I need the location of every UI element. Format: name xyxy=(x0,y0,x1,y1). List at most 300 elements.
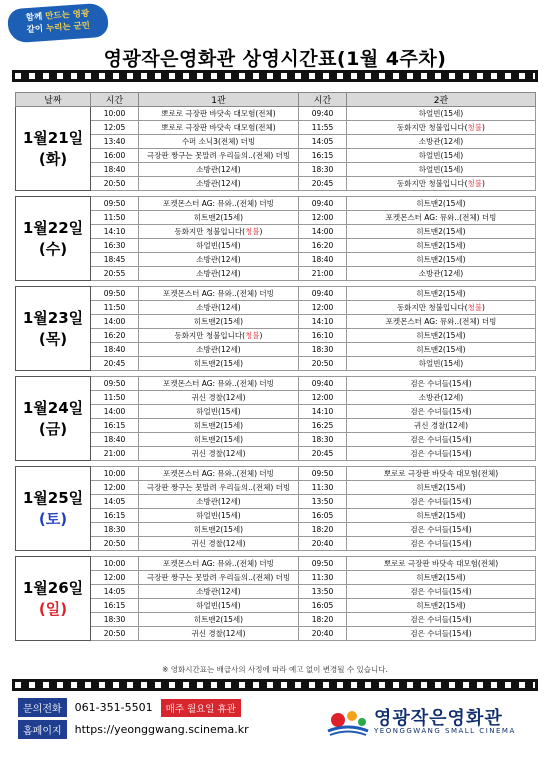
movie-title-text: 히트맨2(15세) xyxy=(193,435,244,444)
hall2-time: 16:20 xyxy=(299,239,347,253)
movie-title-text: 히트맨2(15세) xyxy=(416,483,466,492)
hall2-movie xyxy=(347,537,536,551)
hall1-time: 16:20 xyxy=(91,329,139,343)
schedule-header-row xyxy=(16,93,536,107)
schedule-row xyxy=(16,613,536,627)
hall2-movie xyxy=(347,225,536,239)
movie-title-text: 귀신 경찰(12세) xyxy=(191,393,246,402)
movie-title-text: 하얼빈(15세) xyxy=(418,165,464,174)
movie-title-text: 검은 수녀들(15세) xyxy=(410,497,472,506)
movie-title-text: 히트맨2(15세) xyxy=(416,199,466,208)
schedule-row xyxy=(16,405,536,419)
movie-title-text: 히트맨2(15세) xyxy=(416,255,466,264)
hall2-time: 20:40 xyxy=(299,537,347,551)
schedule-row xyxy=(16,447,536,461)
hall1-movie xyxy=(139,163,299,177)
hall1-time: 12:00 xyxy=(91,571,139,585)
phone-row xyxy=(18,698,241,717)
hall1-movie xyxy=(139,267,299,281)
movie-title-text: 소방관(12세) xyxy=(418,137,464,146)
schedule-row xyxy=(16,163,536,177)
movie-title-text: 검은 수녀들(15세) xyxy=(410,379,472,388)
hall1-movie xyxy=(139,177,299,191)
hall2-time: 14:10 xyxy=(299,405,347,419)
hall1-movie xyxy=(139,557,299,571)
hall1-movie xyxy=(139,301,299,315)
schedule-row xyxy=(16,467,536,481)
hall2-time: 18:20 xyxy=(299,523,347,537)
slogan-badge xyxy=(7,3,109,44)
hall1-movie xyxy=(139,135,299,149)
closed-day-badge: 매주 월요일 휴관 xyxy=(161,699,241,717)
hall2-time: 20:50 xyxy=(299,357,347,371)
rating-red-text: 청불 xyxy=(245,331,260,340)
movie-title-text: 검은 수녀들(15세) xyxy=(410,525,472,534)
hall2-movie xyxy=(347,523,536,537)
hall2-movie xyxy=(347,287,536,301)
schedule-row xyxy=(16,329,536,343)
film-strip-top xyxy=(12,70,538,82)
day-cell xyxy=(16,377,91,461)
web-label: 홈페이지 xyxy=(18,720,67,739)
hall2-movie xyxy=(347,163,536,177)
hall1-time: 18:45 xyxy=(91,253,139,267)
movie-title-text: 포켓몬스터 AG: 뮤와..(전체) 더빙 xyxy=(163,559,274,568)
hall2-time: 20:45 xyxy=(299,177,347,191)
hall2-time: 09:40 xyxy=(299,287,347,301)
movie-title-text: ) xyxy=(482,303,485,312)
hall1-time: 09:50 xyxy=(91,287,139,301)
hall1-time: 11:50 xyxy=(91,211,139,225)
hall1-time: 16:15 xyxy=(91,599,139,613)
hall1-movie xyxy=(139,509,299,523)
hall1-time: 11:50 xyxy=(91,301,139,315)
hall2-movie xyxy=(347,315,536,329)
slogan-line1-a: 함께 xyxy=(25,12,43,24)
header-date: 날짜 xyxy=(16,93,91,107)
hall1-time: 10:00 xyxy=(91,557,139,571)
hall2-movie xyxy=(347,419,536,433)
movie-title-text: 포켓몬스터 AG: 뮤와..(전체) 더빙 xyxy=(163,469,274,478)
hall1-movie xyxy=(139,419,299,433)
movie-title-text: 히트맨2(15세) xyxy=(416,573,466,582)
hall1-movie xyxy=(139,253,299,267)
hall2-movie xyxy=(347,121,536,135)
movie-title-text: 히트맨2(15세) xyxy=(416,511,466,520)
header-time-2: 시간 xyxy=(299,93,347,107)
hall1-time: 18:40 xyxy=(91,343,139,357)
day-of-week: (일) xyxy=(38,599,68,618)
movie-title-text: 히트맨2(15세) xyxy=(193,615,244,624)
movie-title-text: 소방관(12세) xyxy=(196,255,241,264)
movie-title-text: 동화지만 청불입니다( xyxy=(397,123,468,132)
hall1-time: 12:05 xyxy=(91,121,139,135)
hall2-time: 16:10 xyxy=(299,329,347,343)
movie-title-text: 하얼빈(15세) xyxy=(418,109,464,118)
hall2-movie xyxy=(347,239,536,253)
hall2-time: 11:55 xyxy=(299,121,347,135)
header-hall-2: 2관 xyxy=(347,93,536,107)
movie-title-text: 히트맨2(15세) xyxy=(416,289,466,298)
hall1-movie xyxy=(139,537,299,551)
day-of-week: (목) xyxy=(38,329,68,348)
hall2-time: 14:00 xyxy=(299,225,347,239)
hall1-movie xyxy=(139,481,299,495)
hall1-time: 16:00 xyxy=(91,149,139,163)
schedule-row xyxy=(16,135,536,149)
movie-title-text: 귀신 경찰(12세) xyxy=(191,449,246,458)
rating-red-text: 청불 xyxy=(467,123,483,132)
movie-title-text: ) xyxy=(259,227,263,236)
hall2-movie xyxy=(347,447,536,461)
hall2-time: 11:30 xyxy=(299,481,347,495)
hall1-movie xyxy=(139,225,299,239)
hall2-movie xyxy=(347,357,536,371)
day-date: 1월22일 xyxy=(22,218,84,237)
movie-title-text: 뽀로로 극장판 바닷속 대모험(전체) xyxy=(161,123,276,132)
hall2-time: 18:30 xyxy=(299,433,347,447)
movie-title-text: 히트맨2(15세) xyxy=(193,421,244,430)
movie-title-text: 뽀로로 극장판 바닷속 대모험(전체) xyxy=(161,109,276,118)
hall2-movie xyxy=(347,177,536,191)
hall1-movie xyxy=(139,599,299,613)
hall1-movie xyxy=(139,107,299,121)
movie-title-text: 히트맨2(15세) xyxy=(416,345,466,354)
schedule-row xyxy=(16,225,536,239)
movie-title-text: 히트맨2(15세) xyxy=(193,213,244,222)
hall1-movie xyxy=(139,343,299,357)
hall1-movie xyxy=(139,433,299,447)
day-date: 1월21일 xyxy=(22,128,84,147)
schedule-row xyxy=(16,509,536,523)
hall1-time: 20:50 xyxy=(91,537,139,551)
schedule-row xyxy=(16,267,536,281)
movie-title-text: 소방관(12세) xyxy=(196,497,241,506)
schedule-row xyxy=(16,537,536,551)
movie-title-text: 포켓몬스터 AG: 뮤와..(전체) 더빙 xyxy=(163,199,274,208)
hall2-movie xyxy=(347,135,536,149)
web-row xyxy=(18,720,249,739)
schedule-row xyxy=(16,391,536,405)
hall2-movie xyxy=(347,253,536,267)
hall2-time: 18:30 xyxy=(299,343,347,357)
hall2-time: 20:40 xyxy=(299,627,347,641)
hall2-movie xyxy=(347,467,536,481)
page-title: 영광작은영화관 상영시간표(1월 4주차) xyxy=(103,48,447,70)
hall1-movie xyxy=(139,467,299,481)
hall2-time: 12:00 xyxy=(299,391,347,405)
movie-title-text: 히트맨2(15세) xyxy=(193,359,244,368)
hall1-time: 10:00 xyxy=(91,107,139,121)
schedule-row xyxy=(16,433,536,447)
schedule-row xyxy=(16,495,536,509)
hall1-time: 20:50 xyxy=(91,177,139,191)
hall2-time: 21:00 xyxy=(299,267,347,281)
movie-title-text: 동화지만 청불입니다( xyxy=(174,227,246,236)
hall2-time: 09:50 xyxy=(299,467,347,481)
schedule-row xyxy=(16,149,536,163)
movie-title-text: 소방관(12세) xyxy=(196,165,241,174)
movie-title-text: 히트맨2(15세) xyxy=(416,331,466,340)
hall2-movie xyxy=(347,405,536,419)
hall2-time: 18:30 xyxy=(299,163,347,177)
day-cell xyxy=(16,287,91,371)
movie-title-text: 하얼빈(15세) xyxy=(196,601,241,610)
hall2-movie xyxy=(347,433,536,447)
movie-title-text: 포켓몬스터 AG: 뮤와..(전체) 더빙 xyxy=(163,379,274,388)
movie-title-text: 극장판 짱구는 못말려 우리들의..(전체) 더빙 xyxy=(146,483,291,492)
web-link[interactable]: https://yeonggwang.scinema.kr xyxy=(74,723,249,736)
hall2-movie xyxy=(347,343,536,357)
movie-title-text: 검은 수녀들(15세) xyxy=(410,407,472,416)
movie-title-text: ) xyxy=(482,123,485,132)
phone-label: 문의전화 xyxy=(18,698,67,717)
movie-title-text: 귀신 경찰(12세) xyxy=(191,539,246,548)
header-hall-1: 1관 xyxy=(139,93,299,107)
hall2-time: 18:40 xyxy=(299,253,347,267)
movie-title-text: 소방관(12세) xyxy=(196,269,241,278)
hall1-time: 11:50 xyxy=(91,391,139,405)
hall1-time: 14:05 xyxy=(91,585,139,599)
hall1-time: 16:30 xyxy=(91,239,139,253)
schedule-row xyxy=(16,287,536,301)
hall2-time: 16:15 xyxy=(299,149,347,163)
movie-title-text: 소방관(12세) xyxy=(196,587,241,596)
hall1-movie xyxy=(139,495,299,509)
movie-title-text: 하얼빈(15세) xyxy=(418,359,464,368)
cinema-logo-name: 영광작은영화관 xyxy=(374,708,503,729)
day-date: 1월26일 xyxy=(22,578,84,597)
movie-title-text: 포켓몬스터 AG: 뮤와..(전체) 더빙 xyxy=(163,289,274,298)
hall1-time: 14:00 xyxy=(91,315,139,329)
hall2-movie xyxy=(347,107,536,121)
day-cell xyxy=(16,467,91,551)
movie-title-text: 포켓몬스터 AG: 뮤와..(전체) 더빙 xyxy=(385,317,497,326)
schedule-row xyxy=(16,523,536,537)
schedule-body xyxy=(16,107,536,641)
hall1-movie xyxy=(139,613,299,627)
hall1-time: 14:05 xyxy=(91,495,139,509)
hall1-movie xyxy=(139,315,299,329)
cinema-logo-english: YEONGGWANG SMALL CINEMA xyxy=(374,727,516,735)
movie-title-text: 하얼빈(15세) xyxy=(418,151,464,160)
hall2-time: 11:30 xyxy=(299,571,347,585)
movie-title-text: 하얼빈(15세) xyxy=(196,241,241,250)
movie-title-text: 히트맨2(15세) xyxy=(193,525,244,534)
hall2-movie xyxy=(347,301,536,315)
schedule-row xyxy=(16,107,536,121)
hall2-movie xyxy=(347,557,536,571)
movie-title-text: 검은 수녀들(15세) xyxy=(410,449,472,458)
hall1-time: 10:00 xyxy=(91,467,139,481)
day-of-week: (수) xyxy=(38,239,68,258)
hall2-movie xyxy=(347,149,536,163)
cinema-logo-icon xyxy=(326,704,370,738)
day-cell xyxy=(16,107,91,191)
hall1-time: 20:50 xyxy=(91,627,139,641)
hall2-movie xyxy=(347,377,536,391)
hall2-time: 13:50 xyxy=(299,585,347,599)
hall1-time: 18:40 xyxy=(91,163,139,177)
movie-title-text: 귀신 경찰(12세) xyxy=(413,421,468,430)
movie-title-text: 히트맨2(15세) xyxy=(416,227,466,236)
movie-title-text: 검은 수녀들(15세) xyxy=(410,629,472,638)
movie-title-text: 뽀로로 극장판 바닷속 대모험(전체) xyxy=(383,469,499,478)
hall1-movie xyxy=(139,121,299,135)
hall2-time: 14:10 xyxy=(299,315,347,329)
schedule-row xyxy=(16,419,536,433)
hall2-movie xyxy=(347,391,536,405)
hall1-time: 09:50 xyxy=(91,197,139,211)
day-of-week: (화) xyxy=(38,149,68,168)
schedule-row xyxy=(16,211,536,225)
schedule-row xyxy=(16,357,536,371)
hall1-movie xyxy=(139,149,299,163)
hall1-time: 21:00 xyxy=(91,447,139,461)
hall1-time: 14:00 xyxy=(91,405,139,419)
schedule-row xyxy=(16,377,536,391)
hall2-movie xyxy=(347,627,536,641)
schedule-row xyxy=(16,253,536,267)
schedule-row xyxy=(16,585,536,599)
slogan-line2-b: 누리는 군민 xyxy=(45,20,91,34)
schedule-row xyxy=(16,481,536,495)
movie-title-text: 소방관(12세) xyxy=(196,179,241,188)
day-of-week: (토) xyxy=(38,509,68,528)
movie-title-text: 히트맨2(15세) xyxy=(416,601,466,610)
hall2-time: 12:00 xyxy=(299,301,347,315)
schedule-row xyxy=(16,599,536,613)
hall2-movie xyxy=(347,613,536,627)
hall2-movie xyxy=(347,481,536,495)
film-strip-bottom xyxy=(12,679,538,691)
movie-title-text: 검은 수녀들(15세) xyxy=(410,587,472,596)
hall2-movie xyxy=(347,509,536,523)
hall2-time: 09:40 xyxy=(299,377,347,391)
day-of-week: (금) xyxy=(38,419,68,438)
movie-title-text: 수퍼 소닉3(전체) 더빙 xyxy=(181,137,256,146)
hall2-movie xyxy=(347,211,536,225)
hall2-time: 13:50 xyxy=(299,495,347,509)
hall1-time: 20:55 xyxy=(91,267,139,281)
day-date: 1월25일 xyxy=(22,488,84,507)
movie-title-text: 검은 수녀들(15세) xyxy=(410,435,472,444)
hall1-time: 20:45 xyxy=(91,357,139,371)
hall2-time: 20:45 xyxy=(299,447,347,461)
movie-title-text: 극장판 짱구는 못말려 우리들의..(전체) 더빙 xyxy=(146,573,291,582)
hall1-movie xyxy=(139,357,299,371)
hall2-time: 09:40 xyxy=(299,197,347,211)
hall2-time: 16:05 xyxy=(299,509,347,523)
movie-title-text: 히트맨2(15세) xyxy=(416,241,466,250)
movie-title-text: 동화지만 청불입니다( xyxy=(397,303,468,312)
movie-title-text: ) xyxy=(259,331,263,340)
hall2-movie xyxy=(347,329,536,343)
day-date: 1월23일 xyxy=(22,308,84,327)
hall2-movie xyxy=(347,571,536,585)
cinema-logo xyxy=(326,704,526,740)
movie-title-text: 하얼빈(15세) xyxy=(196,511,241,520)
hall1-movie xyxy=(139,329,299,343)
rating-red-text: 청불 xyxy=(467,303,483,312)
hall1-movie xyxy=(139,391,299,405)
movie-title-text: 히트맨2(15세) xyxy=(193,317,244,326)
movie-title-text: 동화지만 청불입니다( xyxy=(397,179,468,188)
hall2-movie xyxy=(347,197,536,211)
hall1-movie xyxy=(139,197,299,211)
movie-title-text: 동화지만 청불입니다( xyxy=(174,331,246,340)
rating-red-text: 청불 xyxy=(245,227,260,236)
slogan-line2-a: 같이 xyxy=(26,24,44,36)
schedule-row xyxy=(16,301,536,315)
movie-title-text: 소방관(12세) xyxy=(196,303,241,312)
movie-title-text: 소방관(12세) xyxy=(196,345,241,354)
hall1-movie xyxy=(139,377,299,391)
schedule-notice: ※ 영화시간표는 배급사의 사정에 따라 예고 없이 변경될 수 있습니다. xyxy=(162,665,388,674)
movie-title-text: 극장판 짱구는 못말려 우리들의..(전체) 더빙 xyxy=(146,151,291,160)
hall1-movie xyxy=(139,287,299,301)
schedule-row xyxy=(16,121,536,135)
hall1-time: 16:15 xyxy=(91,509,139,523)
hall2-time: 09:50 xyxy=(299,557,347,571)
hall1-time: 16:15 xyxy=(91,419,139,433)
hall1-movie xyxy=(139,571,299,585)
hall2-time: 09:40 xyxy=(299,107,347,121)
hall2-movie xyxy=(347,599,536,613)
schedule-row xyxy=(16,315,536,329)
day-cell xyxy=(16,197,91,281)
movie-title-text: 귀신 경찰(12세) xyxy=(191,629,246,638)
rating-red-text: 청불 xyxy=(467,179,483,188)
schedule-row xyxy=(16,197,536,211)
hall2-time: 12:00 xyxy=(299,211,347,225)
schedule-row xyxy=(16,239,536,253)
movie-title-text: 하얼빈(15세) xyxy=(196,407,241,416)
schedule-row xyxy=(16,627,536,641)
hall2-movie xyxy=(347,495,536,509)
hall1-time: 14:10 xyxy=(91,225,139,239)
movie-title-text: 소방관(12세) xyxy=(418,393,464,402)
hall1-movie xyxy=(139,405,299,419)
phone-number[interactable]: 061-351-5501 xyxy=(74,701,153,714)
hall1-time: 18:30 xyxy=(91,523,139,537)
hall2-time: 16:05 xyxy=(299,599,347,613)
slogan-line1-b: 만드는 영광 xyxy=(44,8,90,22)
hall1-movie xyxy=(139,211,299,225)
hall1-time: 18:30 xyxy=(91,613,139,627)
day-cell xyxy=(16,557,91,641)
hall2-time: 14:05 xyxy=(299,135,347,149)
hall1-time: 13:40 xyxy=(91,135,139,149)
schedule-row xyxy=(16,557,536,571)
movie-title-text: 검은 수녀들(15세) xyxy=(410,539,472,548)
schedule-row xyxy=(16,177,536,191)
movie-title-text: ) xyxy=(482,179,485,188)
movie-title-text: 포켓몬스터 AG: 뮤와..(전체) 더빙 xyxy=(385,213,497,222)
movie-title-text: 소방관(12세) xyxy=(418,269,464,278)
hall1-time: 18:40 xyxy=(91,433,139,447)
hall1-time: 09:50 xyxy=(91,377,139,391)
hall2-movie xyxy=(347,267,536,281)
hall1-movie xyxy=(139,239,299,253)
hall1-movie xyxy=(139,447,299,461)
hall1-movie xyxy=(139,627,299,641)
day-date: 1월24일 xyxy=(22,398,84,417)
schedule-row xyxy=(16,571,536,585)
header-time-1: 시간 xyxy=(91,93,139,107)
movie-title-text: 검은 수녀들(15세) xyxy=(410,615,472,624)
schedule-table xyxy=(15,92,536,641)
